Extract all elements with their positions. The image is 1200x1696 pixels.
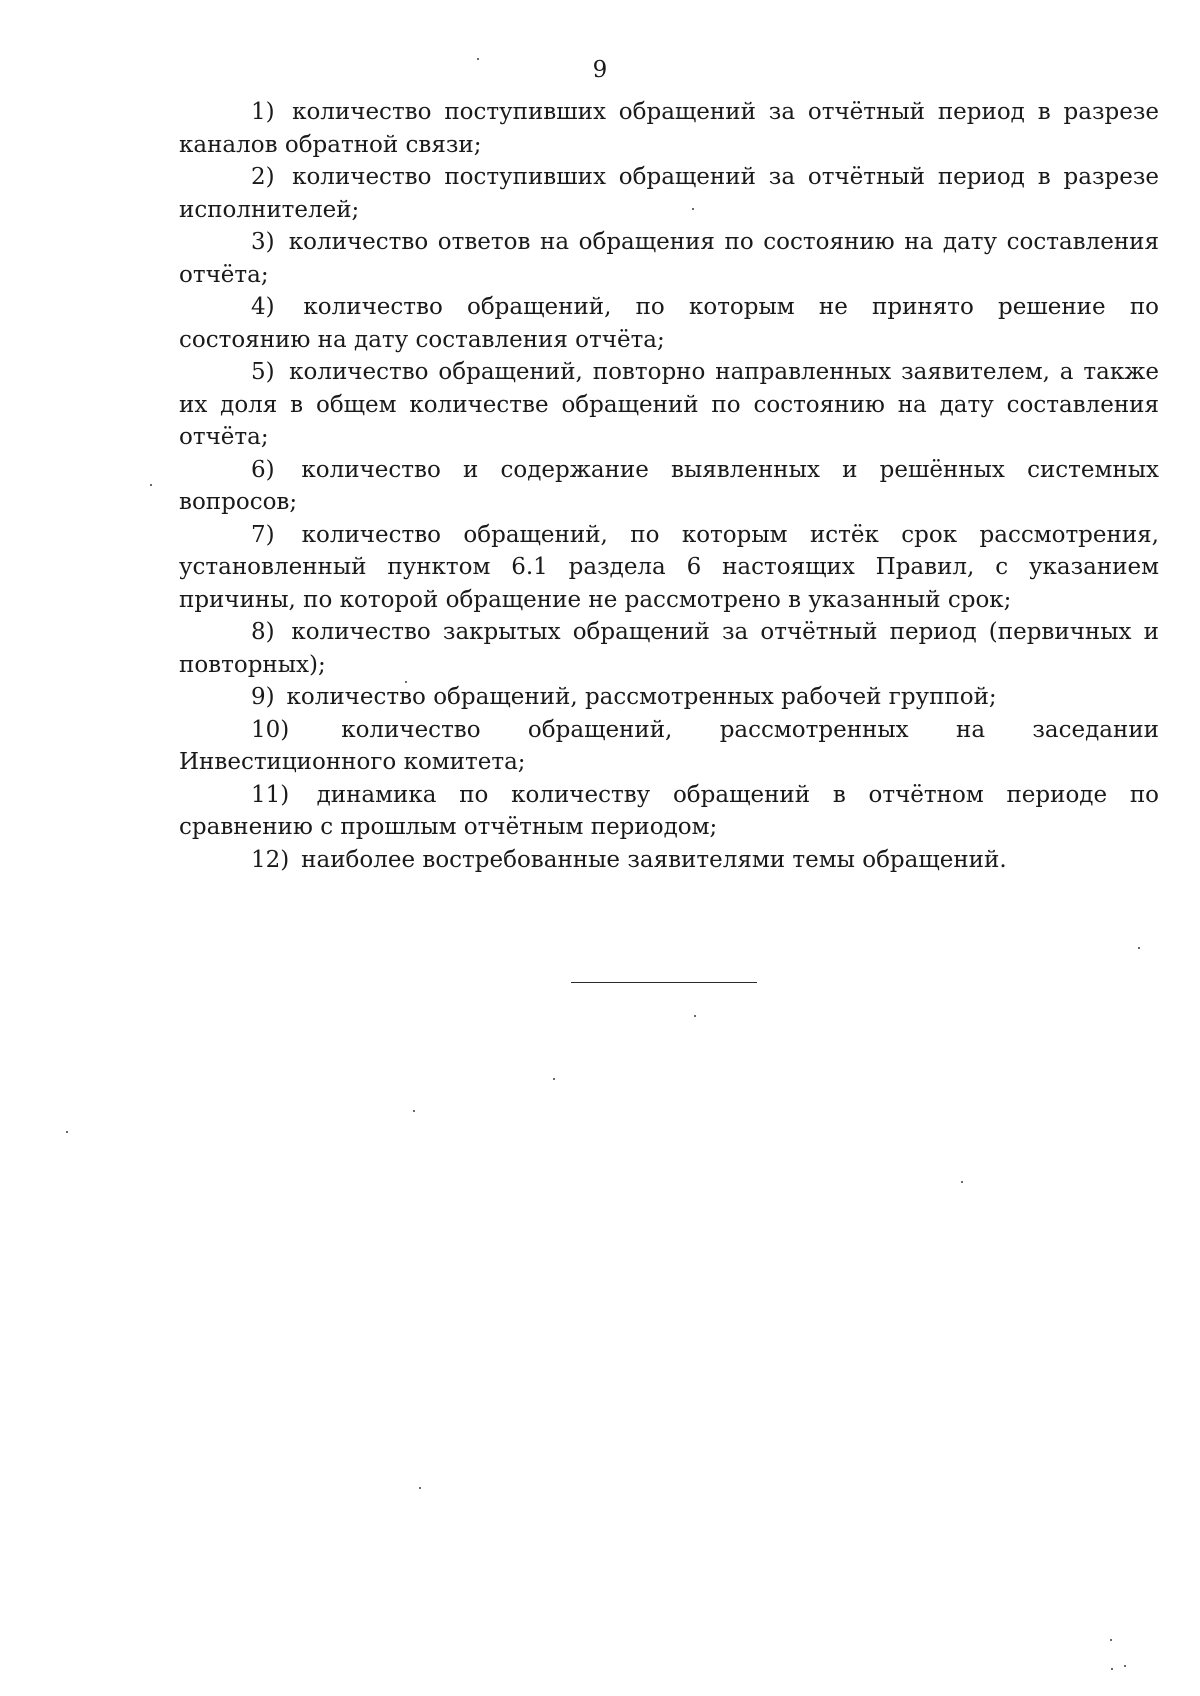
item-number: 5) — [251, 359, 275, 385]
item-number: 11) — [251, 781, 290, 808]
item-text: количество закрытых обращений за отчётный период (первичных и повторных); — [179, 619, 1159, 678]
scan-speck — [66, 1131, 68, 1133]
list-item — [179, 226, 1159, 291]
item-text: наиболее востребованные заявителями темы обращений. — [301, 846, 1007, 873]
item-number: 2) — [251, 164, 275, 190]
list-item — [179, 519, 1159, 617]
item-number: 10) — [251, 716, 290, 743]
scan-speck — [150, 484, 152, 486]
scan-speck — [553, 1078, 555, 1080]
item-text: количество обращений, по которым истёк срок рассмотрения, установленный пунктом 6.1 раздела 6 настоящих Правил, с указанием причины, по которой обращение не рассмотрено в указанный срок; — [179, 521, 1159, 613]
scan-speck — [413, 1110, 415, 1112]
item-number: 3) — [251, 229, 275, 255]
item-number: 4) — [251, 294, 275, 320]
scan-speck — [405, 681, 407, 683]
list-item — [179, 616, 1159, 681]
scan-speck — [1111, 1668, 1113, 1670]
list-item — [179, 96, 1159, 161]
item-text: количество обращений, рассмотренных на заседании Инвестиционного комитета; — [179, 716, 1159, 775]
list-item — [179, 356, 1159, 454]
page-number: 9 — [592, 57, 608, 83]
item-text: количество и содержание выявленных и решённых системных вопросов; — [179, 456, 1160, 515]
item-text: количество обращений, по которым не принято решение по состоянию на дату составления отчёта; — [179, 294, 1159, 353]
scan-speck — [692, 208, 694, 210]
item-text: количество обращений, повторно направленных заявителем, а также их доля в общем количестве обращений по состоянию на дату составления отчёта; — [179, 359, 1160, 450]
list-item — [179, 291, 1159, 356]
item-number: 1) — [251, 99, 275, 125]
item-number: 12) — [251, 846, 290, 873]
item-number: 8) — [251, 619, 275, 645]
list-item — [179, 844, 1159, 877]
item-text: динамика по количеству обращений в отчётном периоде по сравнению с прошлым отчётным периодом; — [179, 781, 1160, 840]
item-text: количество обращений, рассмотренных рабочей группой; — [286, 684, 997, 710]
item-number: 7) — [251, 521, 275, 548]
scan-speck — [694, 1015, 696, 1017]
scan-speck — [1124, 1665, 1126, 1667]
scan-speck — [1138, 947, 1140, 949]
list-item — [179, 681, 1159, 714]
list-content — [179, 96, 1159, 876]
item-text: количество ответов на обращения по состоянию на дату составления отчёта; — [179, 229, 1159, 288]
scan-speck — [961, 1181, 963, 1183]
list-item — [179, 714, 1159, 779]
item-number: 9) — [251, 684, 275, 710]
list-item — [179, 161, 1159, 226]
scan-speck — [477, 58, 479, 60]
end-divider-line — [571, 982, 757, 983]
list-item — [179, 454, 1159, 519]
item-number: 6) — [251, 456, 275, 483]
scan-speck — [1110, 1639, 1112, 1641]
item-text: количество поступивших обращений за отчётный период в разрезе исполнителей; — [179, 164, 1159, 223]
list-item — [179, 779, 1159, 844]
scan-speck — [419, 1487, 421, 1489]
item-text: количество поступивших обращений за отчётный период в разрезе каналов обратной связи; — [179, 99, 1159, 158]
